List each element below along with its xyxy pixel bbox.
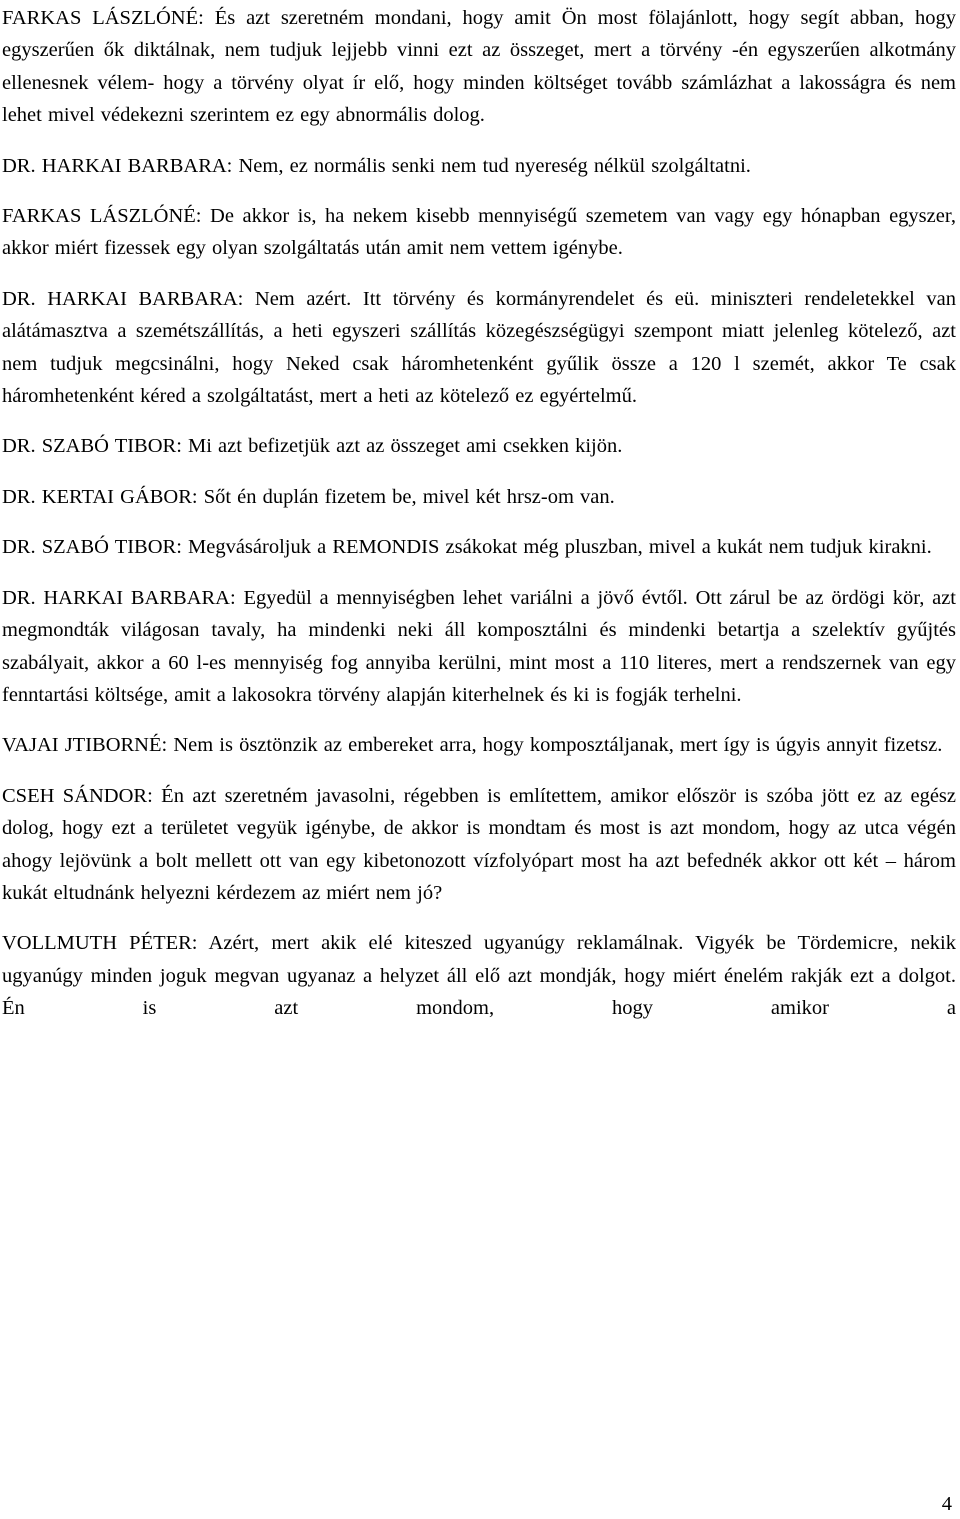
paragraph-farkas-1: FARKAS LÁSZLÓNÉ: És azt szeretném mondani, hogy amit Ön most fölajánlott, hogy segít abban, hogy egyszerűen ők diktálnak, nem tudjuk lejjebb vinni ezt az összeget, mert a törvény -én egyszerűen alkotmány ellenesnek vélem- hogy a törvény olyat ír elő, hogy minden költséget tovább számlázhat a lakosságra és nem lehet mivel védekezni szerintem ez egy abnormális dolog. xyxy=(2,7,956,127)
paragraph-kertai-1: DR. KERTAI GÁBOR: Sőt én duplán fizetem be, mivel két hrsz-om van. xyxy=(2,485,615,508)
paragraph-cseh-1: CSEH SÁNDOR: Én azt szeretném javasolni, régebben is említettem, amikor először is szóba jött ez az egész dolog, hogy ezt a területet vegyük igénybe, de akkor is mondtam és most is azt mondom, hogy az utca végén ahogy lejövünk a bolt mellett ott van egy kibetonozott vízfolyópart most ha azt befednék akkor ott két – három kukát eltudnánk helyezni kérdezem az miért nem jó? xyxy=(2,784,956,904)
page-number: 4 xyxy=(941,1493,952,1515)
paragraph-vajai-1: VAJAI JTIBORNÉ: Nem is ösztönzik az embereket arra, hogy komposztáljanak, mert így is úgyis annyit fizetsz. xyxy=(2,734,943,757)
paragraph-szabo-1: DR. SZABÓ TIBOR: Mi azt befizetjük azt az összeget ami csekken kijön. xyxy=(2,435,623,458)
transcript-body xyxy=(2,2,956,1025)
paragraph-szabo-2: DR. SZABÓ TIBOR: Megvásároljuk a REMONDIS zsákokat még pluszban, mivel a kukát nem tudjuk kirakni. xyxy=(2,536,932,559)
paragraph-farkas-2: FARKAS LÁSZLÓNÉ: De akkor is, ha nekem kisebb mennyiségű szemetem van vagy egy hónapban egyszer, akkor miért fizessek egy olyan szolgáltatás után amit nem vettem igénybe. xyxy=(2,205,956,260)
paragraph-harkai-3: DR. HARKAI BARBARA: Egyedül a mennyiségben lehet variálni a jövő évtől. Ott zárul be az ördögi kör, azt megmondták világosan tavaly, ha mindenki neki áll komposztálni és mindenki betartja a szelektív gyűjtés szabályait, akkor a 60 l-es mennyiség fog annyiba kerülni, mint most a 110 literes, mert a rendszernek van egy fenntartási költsége, amit a lakosokra törvény alapján kiterhelnek és ki is fogják terhelni. xyxy=(2,586,956,706)
paragraph-harkai-1: DR. HARKAI BARBARA: Nem, ez normális senki nem tud nyereség nélkül szolgáltatni. xyxy=(2,154,751,177)
paragraph-harkai-2: DR. HARKAI BARBARA: Nem azért. Itt törvény és kormányrendelet és eü. miniszteri rendeletekkel van alátámasztva a szemétszállítás, a heti egyszeri szállítás közegészségügyi szempont miatt jelenleg kötelező, azt nem tudjuk megcsinálni, hogy Neked csak háromhetenként gyűlik össze a 120 l szemét, akkor Te csak háromhetenként kéred a szolgáltatást, mert a heti az kötelező ez egyértelmű. xyxy=(2,287,956,408)
paragraph-vollmuth-1: VOLLMUTH PÉTER: Azért, mert akik elé kiteszed ugyanúgy reklamálnak. Vigyék be Tördemicre, nekik ugyanúgy minden joguk megvan ugyanaz a helyzet áll elő azt mondják, hogy miért énelém rakják ezt a dolgot. Én is azt mondom, hogy amikor a xyxy=(2,932,956,1020)
